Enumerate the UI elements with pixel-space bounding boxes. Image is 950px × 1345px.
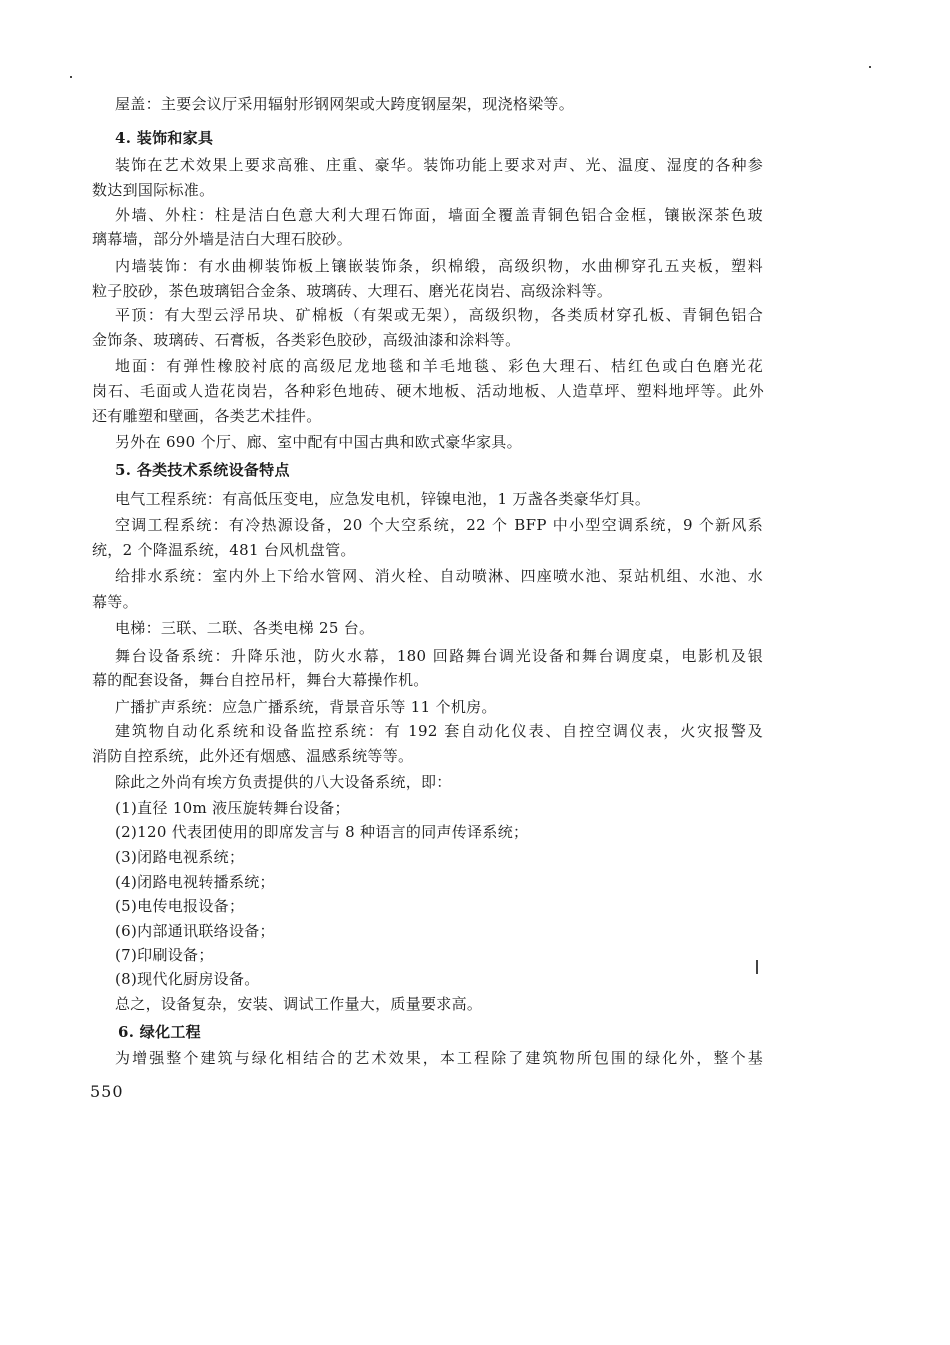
text-line: 幕的配套设备，舞台自控吊杆，舞台大幕操作机。: [92, 671, 429, 689]
text-line: 给排水系统：室内外上下给水管网、消火栓、自动喷淋、四座喷水池、泵站机组、水池、水: [115, 567, 763, 585]
text-line: 电气工程系统：有高低压变电，应急发电机，锌镍电池，1 万盏各类豪华灯具。: [115, 490, 651, 508]
text-line: 岗石、毛面或人造花岗岩，各种彩色地砖、硬木地板、活动地板、人造草坪、塑料地坪等。此外: [92, 382, 764, 400]
text-line: (3)闭路电视系统；: [115, 848, 245, 866]
section-heading: 4. 装饰和家具: [115, 129, 214, 147]
text-line: (4)闭路电视转播系统；: [115, 873, 275, 891]
text-line: 空调工程系统：有冷热源设备，20 个大空系统，22 个 BFP 中小型空调系统，9 个新风系: [115, 516, 763, 534]
text-line: 内墙装饰：有水曲柳装饰板上镶嵌装饰条，织棉缎，高级织物，水曲柳穿孔五夹板，塑料: [115, 257, 763, 275]
text-line: 地面：有弹性橡胶衬底的高级尼龙地毯和羊毛地毯、彩色大理石、桔红色或白色磨光花: [115, 357, 763, 375]
text-line: 还有雕塑和壁画，各类艺术挂件。: [92, 407, 322, 425]
text-line: 广播扩声系统：应急广播系统，背景音乐等 11 个机房。: [115, 698, 497, 716]
text-line: (7)印刷设备；: [115, 946, 214, 964]
scan-dot: [869, 66, 871, 68]
text-line: 外墙、外柱：柱是洁白色意大利大理石饰面，墙面全覆盖青铜色铝合金框，镶嵌深茶色玻: [115, 206, 763, 224]
text-line: (8)现代化厨房设备。: [115, 970, 260, 988]
text-line: (2)120 代表团使用的即席发言与 8 种语言的同声传译系统；: [115, 823, 529, 841]
scan-dot: [70, 76, 72, 78]
text-line: 消防自控系统，此外还有烟感、温感系统等等。: [92, 747, 414, 765]
text-line: 为增强整个建筑与绿化相结合的艺术效果，本工程除了建筑物所包围的绿化外，整个基: [115, 1049, 763, 1067]
text-line: 除此之外尚有埃方负责提供的八大设备系统，即：: [115, 773, 452, 791]
page-number: 550: [90, 1082, 124, 1101]
text-line: 装饰在艺术效果上要求高雅、庄重、豪华。装饰功能上要求对声、光、温度、湿度的各种参: [115, 156, 763, 174]
text-line: 另外在 690 个厅、廊、室中配有中国古典和欧式豪华家具。: [115, 433, 522, 451]
text-line: 电梯：三联、二联、各类电梯 25 台。: [115, 619, 375, 637]
text-line: 粒子胶砂，茶色玻璃铝合金条、玻璃砖、大理石、磨光花岗岩、高级涂料等。: [92, 282, 613, 300]
text-line: (5)电传电报设备；: [115, 897, 245, 915]
text-line: 屋盖：主要会议厅采用辐射形钢网架或大跨度钢屋架，现浇格梁等。: [115, 95, 575, 113]
text-line: 统，2 个降温系统，481 台风机盘管。: [92, 541, 356, 559]
text-line: 金饰条、玻璃砖、石膏板，各类彩色胶砂，高级油漆和涂料等。: [92, 331, 521, 349]
section-heading: 6. 绿化工程: [118, 1023, 201, 1041]
section-heading: 5. 各类技术系统设备特点: [115, 461, 290, 479]
text-line: 平顶：有大型云浮吊块、矿棉板（有架或无架），高级织物，各类质材穿孔板、青铜色铝合: [115, 306, 763, 324]
text-line: (1)直径 10m 液压旋转舞台设备；: [115, 799, 350, 817]
text-line: 数达到国际标准。: [92, 181, 215, 199]
text-line: 建筑物自动化系统和设备监控系统：有 192 套自动化仪表、自控空调仪表，火灾报警及: [115, 722, 763, 740]
text-line: 璃幕墙，部分外墙是洁白大理石胶砂。: [92, 230, 353, 248]
text-line: 幕等。: [92, 593, 138, 611]
scan-mark: [756, 960, 758, 974]
text-line: (6)内部通讯联络设备；: [115, 922, 275, 940]
text-line: 总之，设备复杂，安装、调试工作量大，质量要求高。: [115, 995, 483, 1013]
text-line: 舞台设备系统：升降乐池，防火水幕，180 回路舞台调光设备和舞台调度桌，电影机及银: [115, 647, 763, 665]
